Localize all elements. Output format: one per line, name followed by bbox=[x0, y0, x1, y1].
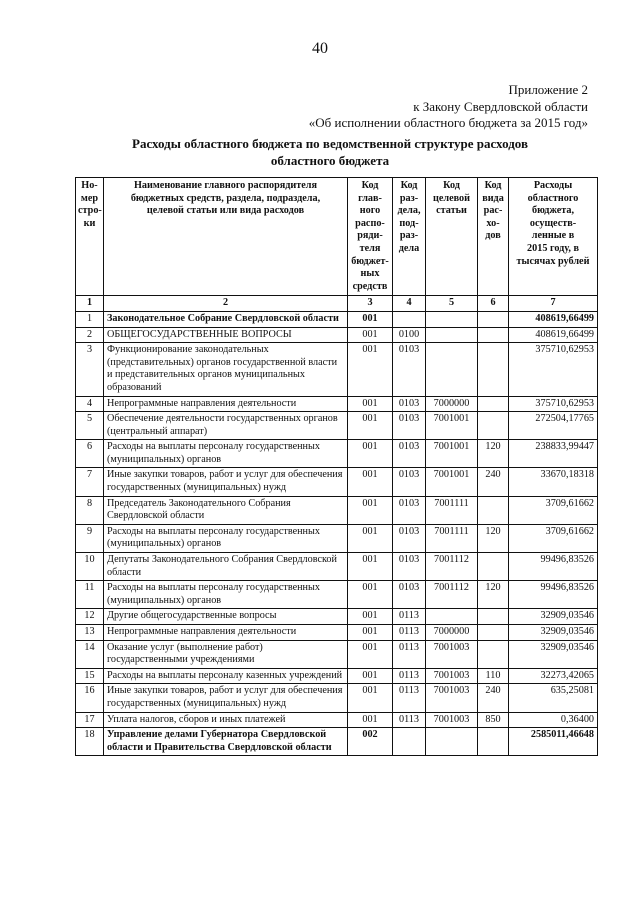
header-line: Наименование главного распорядителя bbox=[133, 180, 318, 191]
row-number: 9 bbox=[76, 524, 104, 552]
row-number: 15 bbox=[76, 668, 104, 684]
row-target-code: 7001001 bbox=[426, 440, 478, 468]
document-title bbox=[60, 135, 600, 169]
row-amount: 32909,03546 bbox=[509, 609, 598, 625]
row-org-code: 001 bbox=[348, 609, 393, 625]
header-line: хо- bbox=[486, 217, 500, 229]
row-section-code bbox=[393, 311, 426, 327]
header-line: под- bbox=[399, 217, 419, 229]
row-type-code bbox=[478, 640, 509, 668]
row-target-code bbox=[426, 311, 478, 327]
row-target-code: 7001003 bbox=[426, 684, 478, 712]
header-line: Код bbox=[361, 180, 379, 191]
row-org-code: 001 bbox=[348, 684, 393, 712]
table-row bbox=[76, 524, 598, 552]
appendix-note bbox=[309, 82, 588, 132]
table-row bbox=[76, 684, 598, 712]
row-section-code: 0103 bbox=[393, 343, 426, 396]
row-amount: 32909,03546 bbox=[509, 625, 598, 641]
row-number: 10 bbox=[76, 553, 104, 581]
header-line: глав- bbox=[358, 192, 382, 204]
header-line: дела bbox=[398, 242, 420, 254]
header-line: областного bbox=[527, 192, 579, 204]
row-amount: 272504,17765 bbox=[509, 412, 598, 440]
row-name: Непрограммные направления деятельности bbox=[104, 625, 348, 641]
row-type-code: 850 bbox=[478, 712, 509, 728]
row-name: Расходы на выплаты персоналу государственных (муниципальных) органов bbox=[104, 524, 348, 552]
header-line: раз- bbox=[399, 230, 419, 242]
header-line: осуществ- bbox=[529, 217, 577, 229]
row-type-code bbox=[478, 496, 509, 524]
header-line: ленные в bbox=[531, 230, 575, 242]
row-name: Уплата налогов, сборов и иных платежей bbox=[104, 712, 348, 728]
table-row bbox=[76, 625, 598, 641]
row-target-code: 7001001 bbox=[426, 412, 478, 440]
header-line: рас- bbox=[483, 205, 503, 217]
header-line: бюджета, bbox=[532, 205, 574, 217]
header-line: средств bbox=[352, 280, 388, 292]
row-org-code: 001 bbox=[348, 412, 393, 440]
row-amount: 375710,62953 bbox=[509, 396, 598, 412]
row-type-code: 240 bbox=[478, 468, 509, 496]
row-number: 7 bbox=[76, 468, 104, 496]
row-name: Председатель Законодательного Собрания Свердловской области bbox=[104, 496, 348, 524]
row-number: 11 bbox=[76, 581, 104, 609]
row-name: Расходы на выплаты персоналу казенных учреждений bbox=[104, 668, 348, 684]
row-name: Расходы на выплаты персоналу государственных (муниципальных) органов bbox=[104, 440, 348, 468]
row-section-code: 0100 bbox=[393, 327, 426, 343]
row-type-code: 120 bbox=[478, 581, 509, 609]
row-section-code bbox=[393, 728, 426, 756]
header-line: целевой bbox=[432, 192, 471, 204]
header-line: Код bbox=[484, 180, 502, 191]
column-number: 6 bbox=[478, 296, 509, 312]
row-name: Управление делами Губернатора Свердловской области и Правительства Свердловской области bbox=[104, 728, 348, 756]
row-number: 3 bbox=[76, 343, 104, 396]
row-section-code: 0103 bbox=[393, 396, 426, 412]
header-line: мер bbox=[80, 192, 99, 204]
table-row bbox=[76, 553, 598, 581]
row-type-code bbox=[478, 553, 509, 581]
table-row bbox=[76, 311, 598, 327]
row-target-code: 7001001 bbox=[426, 468, 478, 496]
row-amount: 635,25081 bbox=[509, 684, 598, 712]
table-row bbox=[76, 640, 598, 668]
appendix-line-1: Приложение 2 bbox=[508, 82, 588, 97]
table-row bbox=[76, 581, 598, 609]
row-name: Иные закупки товаров, работ и услуг для обеспечения государственных (муниципальных) нужд bbox=[104, 468, 348, 496]
row-name: Иные закупки товаров, работ и услуг для обеспечения государственных (муниципальных) нужд bbox=[104, 684, 348, 712]
row-type-code bbox=[478, 412, 509, 440]
row-section-code: 0103 bbox=[393, 496, 426, 524]
row-name: Оказание услуг (выполнение работ) государственными учреждениями bbox=[104, 640, 348, 668]
row-amount: 375710,62953 bbox=[509, 343, 598, 396]
column-number: 2 bbox=[104, 296, 348, 312]
table-row bbox=[76, 609, 598, 625]
row-number: 5 bbox=[76, 412, 104, 440]
header-line: дела, bbox=[397, 205, 421, 217]
column-number: 3 bbox=[348, 296, 393, 312]
row-org-code: 001 bbox=[348, 496, 393, 524]
row-amount: 2585011,46648 bbox=[509, 728, 598, 756]
header-line: стро- bbox=[78, 205, 102, 217]
row-type-code bbox=[478, 609, 509, 625]
row-amount: 238833,99447 bbox=[509, 440, 598, 468]
row-section-code: 0113 bbox=[393, 684, 426, 712]
row-number: 1 bbox=[76, 311, 104, 327]
title-line-1: Расходы областного бюджета по ведомственной структуре расходов bbox=[132, 136, 528, 151]
row-org-code: 001 bbox=[348, 625, 393, 641]
table-header-row bbox=[76, 178, 598, 296]
expenditure-table bbox=[75, 177, 598, 756]
row-amount: 32909,03546 bbox=[509, 640, 598, 668]
header-name bbox=[104, 178, 348, 296]
row-type-code bbox=[478, 343, 509, 396]
row-section-code: 0113 bbox=[393, 609, 426, 625]
row-section-code: 0113 bbox=[393, 668, 426, 684]
table-row bbox=[76, 728, 598, 756]
table-body bbox=[76, 311, 598, 755]
row-target-code: 7001111 bbox=[426, 524, 478, 552]
row-target-code bbox=[426, 327, 478, 343]
row-number: 4 bbox=[76, 396, 104, 412]
row-amount: 99496,83526 bbox=[509, 553, 598, 581]
row-number: 6 bbox=[76, 440, 104, 468]
row-type-code bbox=[478, 728, 509, 756]
row-org-code: 001 bbox=[348, 440, 393, 468]
row-name: Депутаты Законодательного Собрания Свердловской области bbox=[104, 553, 348, 581]
row-target-code: 7000000 bbox=[426, 625, 478, 641]
row-number: 18 bbox=[76, 728, 104, 756]
table-row bbox=[76, 343, 598, 396]
row-section-code: 0103 bbox=[393, 553, 426, 581]
row-org-code: 001 bbox=[348, 668, 393, 684]
header-line: Код bbox=[400, 180, 418, 191]
row-type-code: 120 bbox=[478, 440, 509, 468]
row-number: 12 bbox=[76, 609, 104, 625]
table-row bbox=[76, 712, 598, 728]
header-line: теля bbox=[359, 242, 381, 254]
table-row bbox=[76, 327, 598, 343]
column-number: 5 bbox=[426, 296, 478, 312]
header-row-number bbox=[76, 178, 104, 296]
header-line: бюджетных средств, раздела, подраздела, bbox=[130, 192, 321, 204]
row-name: ОБЩЕГОСУДАРСТВЕННЫЕ ВОПРОСЫ bbox=[104, 327, 348, 343]
row-number: 2 bbox=[76, 327, 104, 343]
title-line-2: областного бюджета bbox=[270, 153, 390, 168]
row-amount: 99496,83526 bbox=[509, 581, 598, 609]
header-line: тысячах рублей bbox=[516, 255, 590, 267]
row-org-code: 001 bbox=[348, 468, 393, 496]
row-number: 13 bbox=[76, 625, 104, 641]
header-line: Но- bbox=[81, 180, 98, 191]
row-amount: 0,36400 bbox=[509, 712, 598, 728]
table-row bbox=[76, 440, 598, 468]
row-org-code: 001 bbox=[348, 343, 393, 396]
row-number: 14 bbox=[76, 640, 104, 668]
header-line: вида bbox=[482, 192, 504, 204]
table-row bbox=[76, 468, 598, 496]
row-target-code: 7001003 bbox=[426, 712, 478, 728]
row-org-code: 001 bbox=[348, 553, 393, 581]
row-target-code: 7001003 bbox=[426, 668, 478, 684]
row-type-code bbox=[478, 396, 509, 412]
row-amount: 408619,66499 bbox=[509, 327, 598, 343]
header-line: целевой статьи или вида расходов bbox=[146, 205, 305, 217]
header-line: распо- bbox=[355, 217, 385, 229]
row-section-code: 0103 bbox=[393, 581, 426, 609]
row-org-code: 001 bbox=[348, 640, 393, 668]
row-section-code: 0113 bbox=[393, 640, 426, 668]
row-amount: 33670,18318 bbox=[509, 468, 598, 496]
header-org-code bbox=[348, 178, 393, 296]
row-section-code: 0103 bbox=[393, 412, 426, 440]
row-amount: 32273,42065 bbox=[509, 668, 598, 684]
row-org-code: 001 bbox=[348, 327, 393, 343]
row-type-code bbox=[478, 327, 509, 343]
header-target-code bbox=[426, 178, 478, 296]
row-target-code: 7001111 bbox=[426, 496, 478, 524]
header-line: Расходы bbox=[533, 180, 573, 191]
table-row bbox=[76, 496, 598, 524]
row-section-code: 0113 bbox=[393, 625, 426, 641]
row-target-code: 7001112 bbox=[426, 581, 478, 609]
row-amount: 3709,61662 bbox=[509, 524, 598, 552]
row-number: 17 bbox=[76, 712, 104, 728]
header-line: раз- bbox=[399, 192, 419, 204]
row-target-code bbox=[426, 343, 478, 396]
row-type-code: 110 bbox=[478, 668, 509, 684]
row-number: 8 bbox=[76, 496, 104, 524]
header-line: ряди- bbox=[357, 230, 383, 242]
row-amount: 408619,66499 bbox=[509, 311, 598, 327]
table-row bbox=[76, 412, 598, 440]
row-org-code: 001 bbox=[348, 712, 393, 728]
header-type-code bbox=[478, 178, 509, 296]
table-row bbox=[76, 396, 598, 412]
row-org-code: 002 bbox=[348, 728, 393, 756]
row-section-code: 0103 bbox=[393, 524, 426, 552]
row-name: Обеспечение деятельности государственных органов (центральный аппарат) bbox=[104, 412, 348, 440]
column-number: 4 bbox=[393, 296, 426, 312]
header-line: бюджет- bbox=[351, 255, 389, 267]
row-name: Законодательное Собрание Свердловской области bbox=[104, 311, 348, 327]
row-number: 16 bbox=[76, 684, 104, 712]
appendix-line-2: к Закону Свердловской области bbox=[413, 98, 588, 114]
row-name: Расходы на выплаты персоналу государственных (муниципальных) органов bbox=[104, 581, 348, 609]
header-line: Код bbox=[443, 180, 460, 191]
row-target-code: 7000000 bbox=[426, 396, 478, 412]
header-line: ных bbox=[360, 268, 380, 280]
row-type-code: 240 bbox=[478, 684, 509, 712]
column-number-row bbox=[76, 296, 598, 312]
row-target-code bbox=[426, 728, 478, 756]
header-line: ки bbox=[83, 217, 96, 229]
row-name: Другие общегосударственные вопросы bbox=[104, 609, 348, 625]
row-org-code: 001 bbox=[348, 581, 393, 609]
header-amount bbox=[509, 178, 598, 296]
table-row bbox=[76, 668, 598, 684]
row-type-code bbox=[478, 311, 509, 327]
row-target-code bbox=[426, 609, 478, 625]
row-amount: 3709,61662 bbox=[509, 496, 598, 524]
header-line: 2015 году, в bbox=[527, 242, 579, 254]
column-number: 1 bbox=[76, 296, 104, 312]
row-section-code: 0103 bbox=[393, 440, 426, 468]
row-section-code: 0113 bbox=[393, 712, 426, 728]
page-number: 40 bbox=[312, 40, 328, 57]
header-line: ного bbox=[359, 205, 381, 217]
row-org-code: 001 bbox=[348, 311, 393, 327]
row-name: Функционирование законодательных (представительных) органов государственной власти и представительных органов муниципальных образований bbox=[104, 343, 348, 396]
header-line: статьи bbox=[436, 205, 467, 217]
row-type-code bbox=[478, 625, 509, 641]
header-section-code bbox=[393, 178, 426, 296]
row-name: Непрограммные направления деятельности bbox=[104, 396, 348, 412]
row-target-code: 7001003 bbox=[426, 640, 478, 668]
row-org-code: 001 bbox=[348, 396, 393, 412]
appendix-line-3: «Об исполнении областного бюджета за 2015 год» bbox=[308, 115, 588, 130]
row-target-code: 7001112 bbox=[426, 553, 478, 581]
row-type-code: 120 bbox=[478, 524, 509, 552]
column-number: 7 bbox=[509, 296, 598, 312]
row-section-code: 0103 bbox=[393, 468, 426, 496]
row-org-code: 001 bbox=[348, 524, 393, 552]
header-line: дов bbox=[485, 230, 501, 242]
